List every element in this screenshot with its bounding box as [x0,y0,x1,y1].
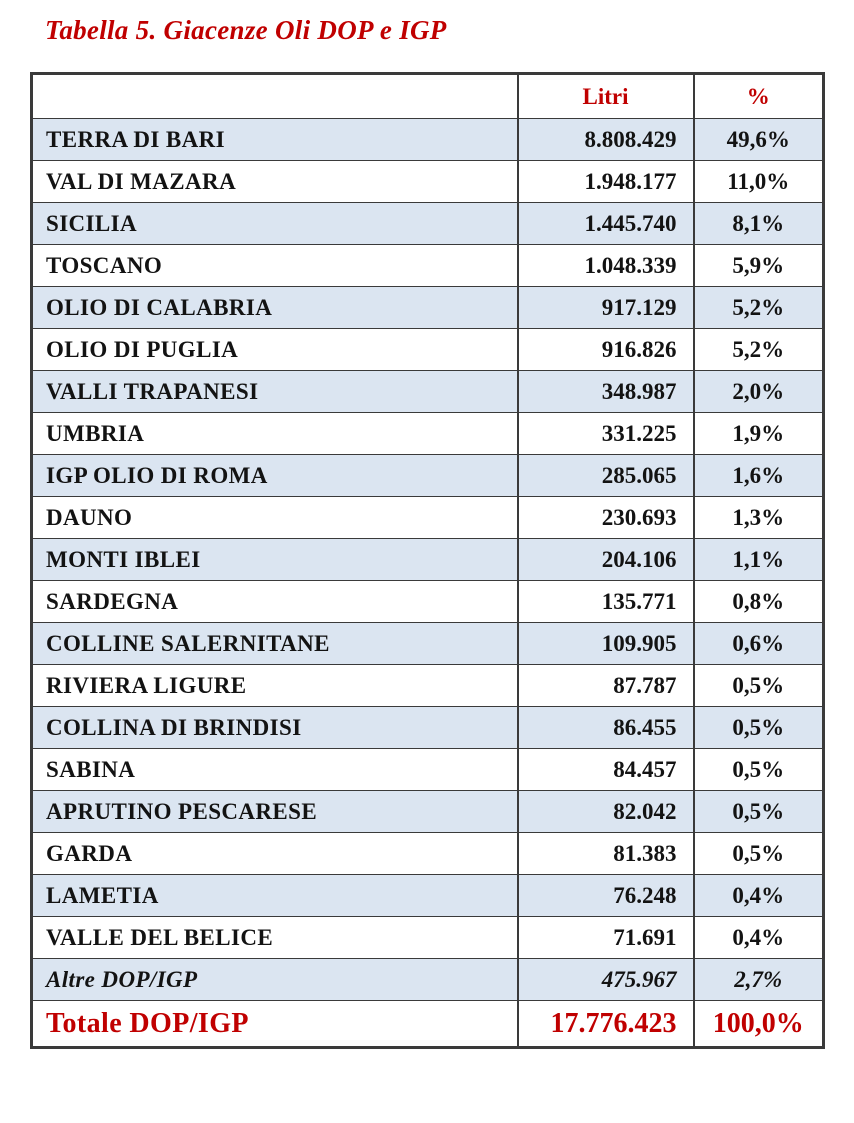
cell-pct: 2,0% [694,371,824,413]
cell-name: APRUTINO PESCARESE [32,791,518,833]
aggregate-row [32,959,824,1001]
cell-litri: 8.808.429 [518,119,694,161]
cell-pct: 0,6% [694,623,824,665]
cell-litri: 76.248 [518,875,694,917]
cell-litri: 285.065 [518,455,694,497]
cell-litri: 81.383 [518,833,694,875]
table-row [32,245,824,287]
giacenze-oli-table [30,72,825,1049]
cell-pct: 2,7% [694,959,824,1001]
cell-pct: 0,4% [694,875,824,917]
table-row [32,539,824,581]
table-row [32,917,824,959]
cell-name: SARDEGNA [32,581,518,623]
cell-pct: 1,3% [694,497,824,539]
table-row [32,791,824,833]
table-row [32,371,824,413]
cell-pct: 0,5% [694,665,824,707]
table-row [32,833,824,875]
cell-name: DAUNO [32,497,518,539]
cell-litri: 17.776.423 [518,1001,694,1048]
cell-litri: 230.693 [518,497,694,539]
cell-name: OLIO DI PUGLIA [32,329,518,371]
cell-litri: 87.787 [518,665,694,707]
cell-name: LAMETIA [32,875,518,917]
cell-litri: 71.691 [518,917,694,959]
cell-pct: 1,6% [694,455,824,497]
cell-litri: 916.826 [518,329,694,371]
cell-litri: 82.042 [518,791,694,833]
cell-name: MONTI IBLEI [32,539,518,581]
header-litri: Litri [518,74,694,119]
header-row [32,74,824,119]
table-row [32,287,824,329]
page-title: Tabella 5. Giacenze Oli DOP e IGP [45,15,447,45]
cell-pct: 0,5% [694,749,824,791]
cell-name: Totale DOP/IGP [32,1001,518,1048]
cell-pct: 8,1% [694,203,824,245]
table-row [32,623,824,665]
cell-name: COLLINA DI BRINDISI [32,707,518,749]
cell-litri: 1.445.740 [518,203,694,245]
table-row [32,749,824,791]
cell-litri: 917.129 [518,287,694,329]
cell-pct: 11,0% [694,161,824,203]
cell-litri: 331.225 [518,413,694,455]
cell-litri: 204.106 [518,539,694,581]
cell-name: GARDA [32,833,518,875]
cell-pct: 0,4% [694,917,824,959]
cell-pct: 0,5% [694,791,824,833]
table-row [32,875,824,917]
total-row [32,1001,824,1048]
cell-litri: 1.948.177 [518,161,694,203]
table-row [32,665,824,707]
cell-pct: 0,5% [694,707,824,749]
cell-pct: 49,6% [694,119,824,161]
cell-name: IGP OLIO DI ROMA [32,455,518,497]
header-percent: % [694,74,824,119]
cell-name: RIVIERA LIGURE [32,665,518,707]
cell-litri: 135.771 [518,581,694,623]
table-row [32,119,824,161]
cell-pct: 0,8% [694,581,824,623]
cell-pct: 5,2% [694,287,824,329]
cell-pct: 5,2% [694,329,824,371]
table-row [32,161,824,203]
cell-name: VALLI TRAPANESI [32,371,518,413]
cell-name: VALLE DEL BELICE [32,917,518,959]
table-row [32,581,824,623]
cell-litri: 1.048.339 [518,245,694,287]
cell-name: VAL DI MAZARA [32,161,518,203]
cell-pct: 100,0% [694,1001,824,1048]
cell-litri: 84.457 [518,749,694,791]
cell-litri: 348.987 [518,371,694,413]
document-page [0,15,854,1049]
cell-name: SICILIA [32,203,518,245]
cell-pct: 1,1% [694,539,824,581]
table-row [32,455,824,497]
table-row [32,203,824,245]
cell-litri: 475.967 [518,959,694,1001]
table-row [32,497,824,539]
cell-name: TERRA DI BARI [32,119,518,161]
cell-pct: 0,5% [694,833,824,875]
cell-name: TOSCANO [32,245,518,287]
header-name-empty [32,74,518,119]
cell-name: COLLINE SALERNITANE [32,623,518,665]
cell-name: UMBRIA [32,413,518,455]
cell-name: SABINA [32,749,518,791]
table-row [32,413,824,455]
cell-pct: 1,9% [694,413,824,455]
cell-litri: 109.905 [518,623,694,665]
cell-pct: 5,9% [694,245,824,287]
table-row [32,707,824,749]
cell-name: OLIO DI CALABRIA [32,287,518,329]
cell-litri: 86.455 [518,707,694,749]
table-row [32,329,824,371]
cell-name: Altre DOP/IGP [32,959,518,1001]
